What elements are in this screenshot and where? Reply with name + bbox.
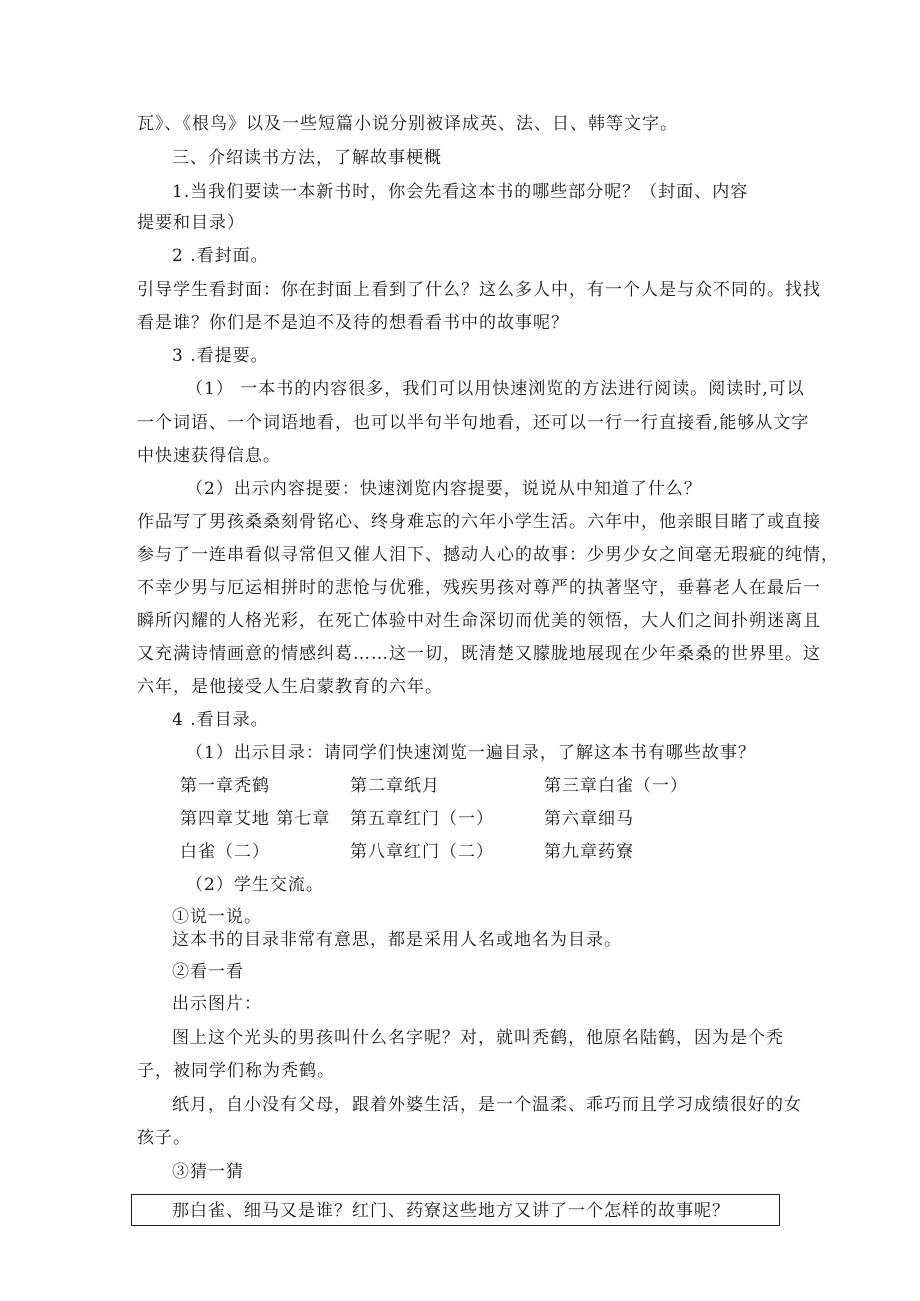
summary-line: 瞬所闪耀的人格光彩，在死亡体验中对生命深切而优美的领悟，大人们之间扑朔迷离且	[137, 611, 821, 631]
text-line: 出示图片：	[172, 994, 262, 1014]
text-line: 图上这个光头的男孩叫什么名字呢？对，就叫秃鹤，他原名陆鹤，因为是个秃	[172, 1028, 784, 1048]
toc-item: 第二章纸月	[350, 776, 440, 796]
text-line: 看是谁？你们是不是迫不及待的想看看书中的故事呢？	[137, 313, 569, 333]
summary-line: 又充满诗情画意的情感纠葛……这一切，既清楚又朦胧地展现在少年桑桑的世界里。这	[137, 644, 821, 664]
toc-item: 白雀（二）	[180, 842, 270, 862]
toc-item: 第六章细马	[544, 809, 634, 829]
toc-item: 第九章药寮	[544, 842, 634, 862]
toc-item: 第四章艾地 第七章	[180, 809, 331, 829]
summary-line: 作品写了男孩桑桑刻骨铭心、终身难忘的六年小学生活。六年中，他亲眼目睹了或直接	[137, 512, 821, 532]
sub-heading: ③猜一猜	[172, 1162, 244, 1182]
text-line: 子，被同学们称为秃鹤。	[137, 1061, 335, 1081]
toc-item: 第八章红门（二）	[350, 842, 494, 862]
toc-item: 第三章白雀（一）	[544, 776, 688, 796]
step-heading: 2 .看封面。	[172, 246, 269, 266]
text-line: （1）出示目录：请同学们快速浏览一遍目录，了解这本书有哪些故事？	[186, 743, 756, 763]
text-line: （2）出示内容提要：快速浏览内容提要，说说从中知道了什么？	[186, 479, 702, 499]
sub-heading: ②看一看	[172, 962, 244, 982]
summary-line: 参与了一连串看似寻常但又催人泪下、撼动人心的故事：少男少女之间毫无瑕疵的纯情，	[137, 545, 839, 565]
text-line: 中快速获得信息。	[137, 446, 281, 466]
step-heading: 3 .看提要。	[172, 346, 269, 366]
section-heading: 三、介绍读书方法，了解故事梗概	[172, 148, 442, 168]
sub-heading: ①说一说。	[172, 907, 262, 927]
boxed-question-text: 那白雀、细马又是谁？红门、药寮这些地方又讲了一个怎样的故事呢？	[172, 1201, 730, 1221]
text-line: 瓦》、《根鸟》以及一些短篇小说分别被译成英、法、日、韩等文字。	[137, 114, 678, 134]
text-line: 1.当我们要读一本新书时，你会先看这本书的哪些部分呢？（封面、内容	[172, 182, 749, 202]
toc-item: 第一章秃鹤	[180, 776, 270, 796]
text-line: 这本书的目录非常有意思，都是采用人名或地名为目录。	[172, 930, 622, 950]
text-line: 一个词语、一个词语地看，也可以半句半句地看，还可以一行一行直接看,能够从文字	[137, 413, 810, 433]
step-heading: 4 .看目录。	[172, 710, 269, 730]
text-line: （2）学生交流。	[186, 875, 324, 895]
text-line: （1） 一本书的内容很多，我们可以用快速浏览的方法进行阅读。阅读时,可以	[186, 379, 805, 399]
text-line: 引导学生看封面：你在封面上看到了什么？这么多人中，有一个人是与众不同的。找找	[137, 280, 821, 300]
summary-line: 六年，是他接受人生启蒙教育的六年。	[137, 677, 443, 697]
text-line: 纸月，自小没有父母，跟着外婆生活，是一个温柔、乖巧而且学习成绩很好的女	[172, 1095, 802, 1115]
toc-item: 第五章红门（一）	[350, 809, 494, 829]
summary-line: 不幸少男与厄运相拼时的悲怆与优雅，残疾男孩对尊严的执著坚守，垂暮老人在最后一	[137, 578, 821, 598]
text-line: 孩子。	[137, 1128, 191, 1148]
text-line: 提要和目录）	[137, 213, 245, 233]
